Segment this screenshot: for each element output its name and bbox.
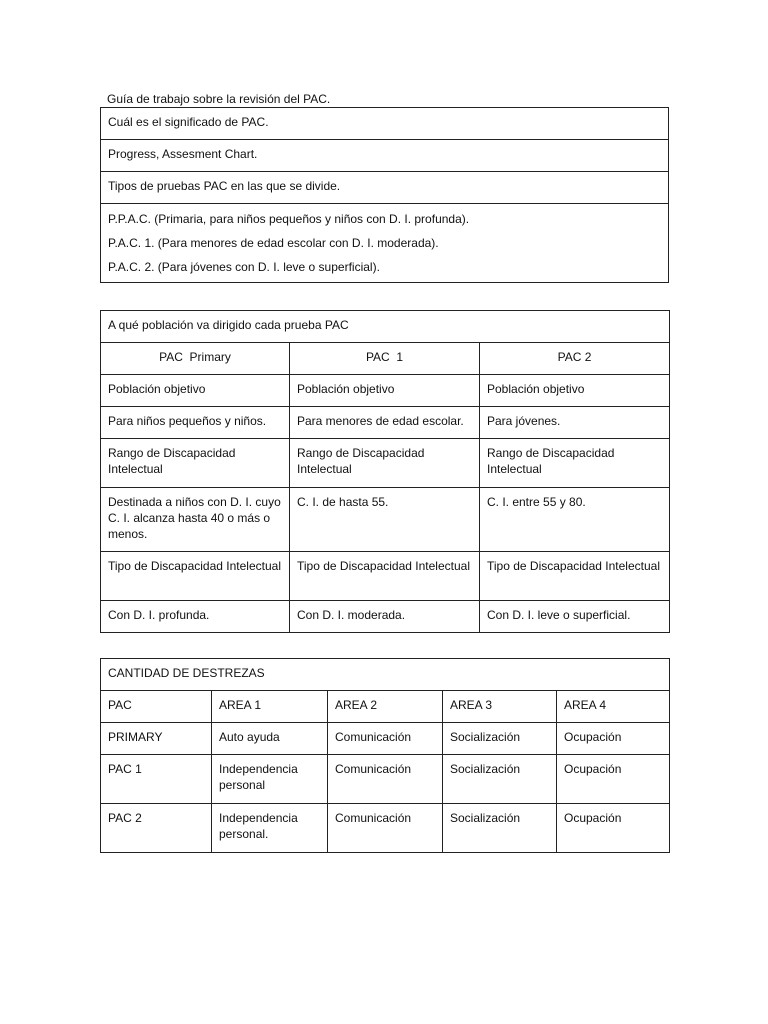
- table-cell: Independencia personal: [212, 755, 328, 804]
- table-row: [101, 723, 670, 755]
- table-cell: Comunicación: [328, 755, 443, 804]
- table-cell: Para jóvenes.: [480, 407, 670, 439]
- table-header-row: [101, 343, 670, 375]
- table-cell: Independencia personal.: [212, 804, 328, 853]
- table-cell: Para menores de edad escolar.: [290, 407, 480, 439]
- table-cell: PAC 1: [101, 755, 212, 804]
- table-cell: Tipos de pruebas PAC en las que se divide.: [101, 172, 669, 204]
- column-header: AREA 1: [212, 691, 328, 723]
- column-header: PAC 1: [290, 343, 480, 375]
- table-row: [101, 755, 670, 804]
- table-cell: PAC 2: [101, 804, 212, 853]
- pac-type-line: P.P.A.C. (Primaria, para niños pequeños y niños con D. I. profunda).: [108, 212, 470, 226]
- table-cell: C. I. entre 55 y 80.: [480, 488, 670, 552]
- column-header: PAC: [101, 691, 212, 723]
- table-row: [101, 108, 669, 140]
- table-cell: Rango de Discapacidad Intelectual: [290, 439, 480, 488]
- document-title: Guía de trabajo sobre la revisión del PAC.: [107, 92, 331, 106]
- pac-meaning-table: [100, 107, 669, 283]
- table-header-row: [101, 691, 670, 723]
- pac-type-line: P.A.C. 1. (Para menores de edad escolar con D. I. moderada).: [108, 236, 439, 250]
- table-cell: Población objetivo: [101, 375, 290, 407]
- table-row: [101, 407, 670, 439]
- pac-types-cell: [101, 204, 669, 283]
- table-cell: Rango de Discapacidad Intelectual: [480, 439, 670, 488]
- table-title: A qué población va dirigido cada prueba PAC: [101, 311, 670, 343]
- table-cell: Tipo de Discapacidad Intelectual: [480, 552, 670, 601]
- table-cell: Con D. I. leve o superficial.: [480, 601, 670, 633]
- table-cell: Con D. I. moderada.: [290, 601, 480, 633]
- table-cell: Rango de Discapacidad Intelectual: [101, 439, 290, 488]
- table-cell: Socialización: [443, 755, 557, 804]
- column-header: PAC Primary: [101, 343, 290, 375]
- table-title: CANTIDAD DE DESTREZAS: [101, 659, 670, 691]
- table-cell: Con D. I. profunda.: [101, 601, 290, 633]
- table-cell: Destinada a niños con D. I. cuyo C. I. alcanza hasta 40 o más o menos.: [101, 488, 290, 552]
- table-row: [101, 439, 670, 488]
- pac-type-line: P.A.C. 2. (Para jóvenes con D. I. leve o superficial).: [108, 260, 380, 274]
- table-row: [101, 659, 670, 691]
- table-cell: Comunicación: [328, 723, 443, 755]
- table-cell: C. I. de hasta 55.: [290, 488, 480, 552]
- table-cell: PRIMARY: [101, 723, 212, 755]
- column-header: PAC 2: [480, 343, 670, 375]
- column-header: AREA 3: [443, 691, 557, 723]
- table-row: [101, 204, 669, 283]
- table-cell: Socialización: [443, 804, 557, 853]
- table-row: [101, 804, 670, 853]
- table-cell: Población objetivo: [480, 375, 670, 407]
- table-row: [101, 488, 670, 552]
- table-cell: Socialización: [443, 723, 557, 755]
- table-cell: Progress, Assesment Chart.: [101, 140, 669, 172]
- table-cell: Comunicación: [328, 804, 443, 853]
- table-row: [101, 140, 669, 172]
- table-row: [101, 601, 670, 633]
- table-cell: Ocupación: [557, 804, 670, 853]
- skills-table: [100, 658, 670, 853]
- column-header: AREA 2: [328, 691, 443, 723]
- table-cell: Tipo de Discapacidad Intelectual: [101, 552, 290, 601]
- table-cell: Auto ayuda: [212, 723, 328, 755]
- table-cell: Cuál es el significado de PAC.: [101, 108, 669, 140]
- table-cell: Tipo de Discapacidad Intelectual: [290, 552, 480, 601]
- table-cell: Ocupación: [557, 723, 670, 755]
- table-row: [101, 552, 670, 601]
- population-table: [100, 310, 670, 633]
- table-cell: Población objetivo: [290, 375, 480, 407]
- column-header: AREA 4: [557, 691, 670, 723]
- table-cell: Ocupación: [557, 755, 670, 804]
- table-cell: Para niños pequeños y niños.: [101, 407, 290, 439]
- table-row: [101, 375, 670, 407]
- table-row: [101, 311, 670, 343]
- table-row: [101, 172, 669, 204]
